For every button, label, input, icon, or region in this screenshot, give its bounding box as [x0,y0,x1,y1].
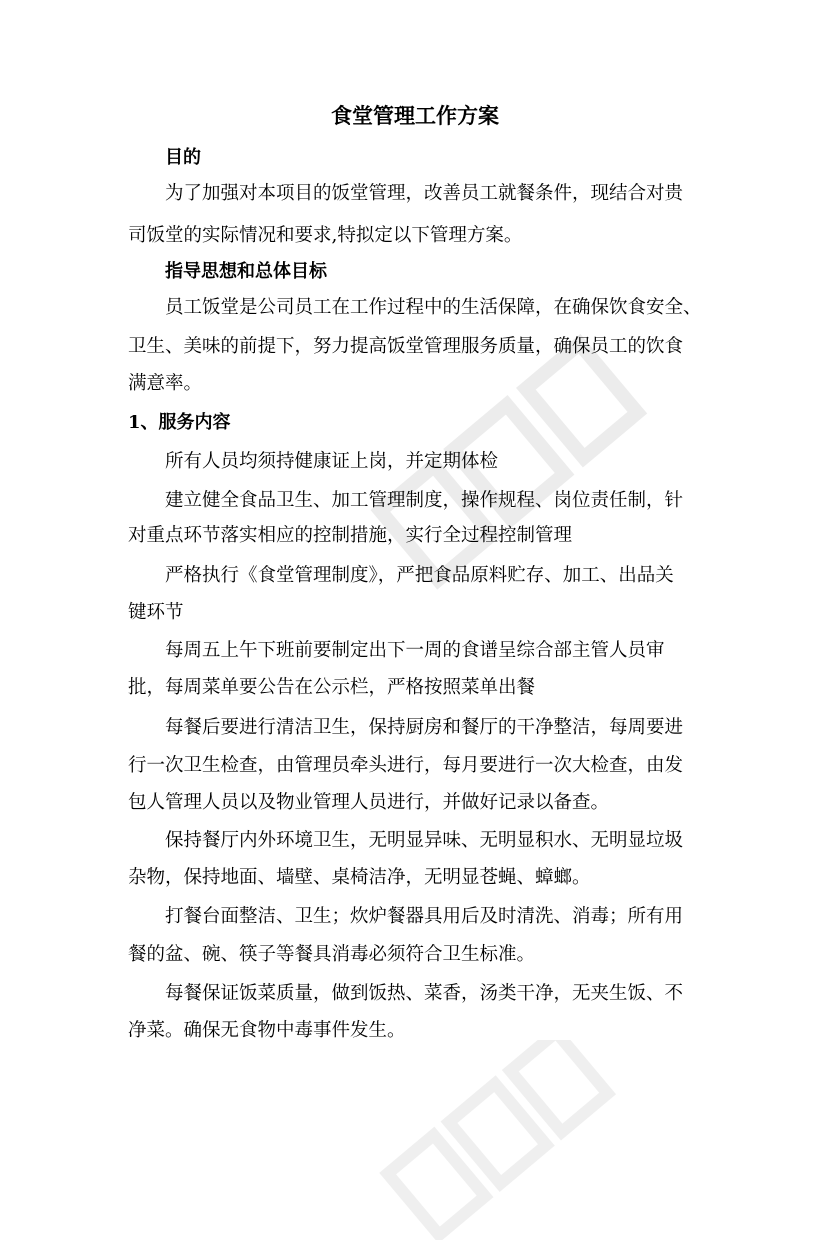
purpose-line: 司饭堂的实际情况和要求,特拟定以下管理方案。 [128,225,523,246]
section-heading-guidance: 指导思想和总体目标 [165,261,327,282]
service-paragraph-line: 严格执行《食堂管理制度》，严把食品原料贮存、加工、出品关 [165,565,674,586]
document-title: 食堂管理工作方案 [331,103,499,128]
watermark-icon [360,1040,620,1240]
service-paragraph-line: 行一次卫生检查，由管理员牵头进行，每月要进行一次大检查，由发 [128,755,684,776]
service-paragraph-line: 所有人员均须持健康证上岗，并定期体检 [165,451,499,472]
service-paragraph-line: 键环节 [128,602,184,623]
service-paragraph-line: 对重点环节落实相应的控制措施，实行全过程控制管理 [128,525,573,546]
service-paragraph-line: 每周五上午下班前要制定出下一周的食谱呈综合部主管人员审 [165,640,665,661]
purpose-line: 为了加强对本项目的饭堂管理，改善员工就餐条件，现结合对贵 [165,183,684,204]
service-paragraph-line: 建立健全食品卫生、加工管理制度，操作规程、岗位责任制，针 [165,490,684,511]
guidance-line: 满意率。 [128,373,203,394]
section-heading-service: 1、服务内容 [128,412,231,433]
service-paragraph-line: 包人管理人员以及物业管理人员进行，并做好记录以备查。 [128,792,610,813]
service-paragraph-line: 餐的盆、碗、筷子等餐具消毒必须符合卫生标准。 [128,944,536,965]
service-paragraph-line: 打餐台面整洁、卫生；炊炉餐器具用后及时清洗、消毒；所有用 [165,906,684,927]
service-paragraph-line: 保持餐厅内外环境卫生，无明显异味、无明显积水、无明显垃圾 [165,830,684,851]
service-paragraph-line: 每餐后要进行清洁卫生，保持厨房和餐厅的干净整洁，每周要进 [165,717,684,738]
service-paragraph-line: 批，每周菜单要公告在公示栏，严格按照菜单出餐 [128,677,536,698]
service-paragraph-line: 净菜。确保无食物中毒事件发生。 [128,1020,406,1041]
guidance-line: 员工饭堂是公司员工在工作过程中的生活保障，在确保饮食安全、 [165,297,702,318]
guidance-line: 卫生、美味的前提下，努力提高饭堂管理服务质量，确保员工的饮食 [128,336,684,357]
service-paragraph-line: 杂物，保持地面、墙壁、桌椅洁净，无明显苍蝇、蟑螂。 [128,867,591,888]
service-paragraph-line: 每餐保证饭菜质量，做到饭热、菜香，汤类干净，无夹生饭、不 [165,983,684,1004]
section-heading-purpose: 目的 [165,147,201,168]
